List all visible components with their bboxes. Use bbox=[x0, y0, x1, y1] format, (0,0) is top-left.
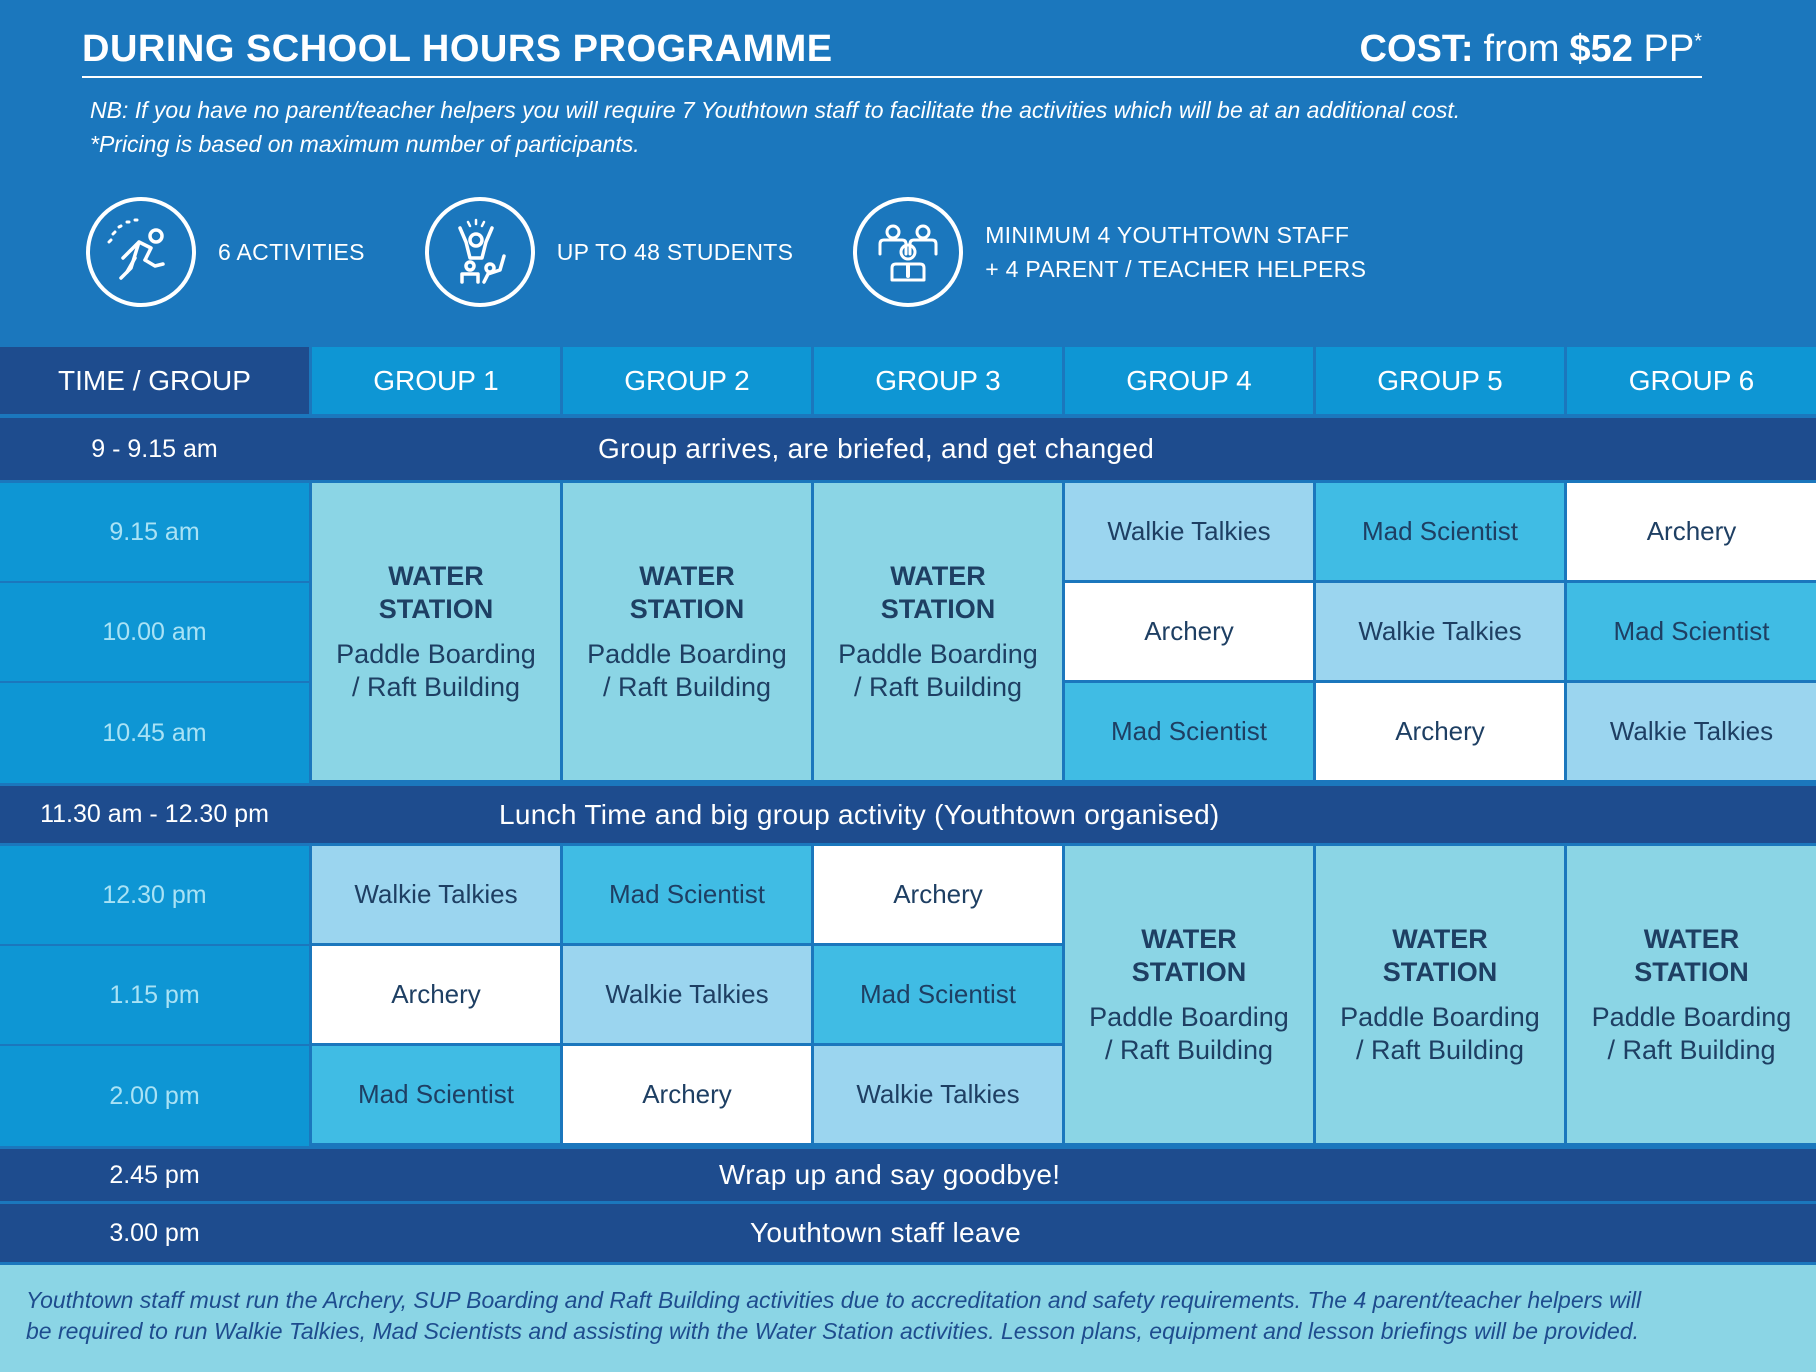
water-station-title bbox=[630, 560, 745, 626]
page-title: DURING SCHOOL HOURS PROGRAMME bbox=[82, 27, 833, 70]
slot-time: 10.00 am bbox=[0, 583, 309, 683]
notes bbox=[90, 93, 1460, 161]
activity-cell: Archery bbox=[1313, 683, 1564, 783]
schedule-table bbox=[0, 347, 1816, 1262]
arrival-text: Group arrives, are briefed, and get changed bbox=[309, 418, 1816, 483]
activity-cell: Walkie Talkies bbox=[811, 1046, 1062, 1146]
feature-students bbox=[425, 197, 793, 307]
activity-cell: Archery bbox=[1062, 583, 1313, 683]
water-station-activities bbox=[1592, 1001, 1792, 1067]
activity-cell: Archery bbox=[811, 846, 1062, 946]
activity-cell: Walkie Talkies bbox=[1062, 483, 1313, 583]
water-sub-line: Paddle Boarding bbox=[1340, 1001, 1540, 1032]
slot-time: 2.00 pm bbox=[0, 1046, 309, 1146]
footer-line-2: be required to run Walkie Talkies, Mad Scientists and assisting with the Water Station activities. Lesson plans, equipment and lesson briefings will be provided. bbox=[26, 1318, 1639, 1344]
wrap-up-text: Wrap up and say goodbye! bbox=[309, 1146, 1816, 1204]
cost-summary bbox=[1360, 28, 1702, 71]
cost-label: COST: bbox=[1359, 27, 1474, 70]
feature-staff-text bbox=[985, 218, 1366, 286]
activity-cell: Mad Scientist bbox=[1062, 683, 1313, 783]
water-sub-line: / Raft Building bbox=[1355, 1034, 1525, 1065]
water-station-cell bbox=[1313, 846, 1564, 1146]
group-header: GROUP 3 bbox=[811, 347, 1062, 418]
water-station-title bbox=[1383, 923, 1498, 989]
water-title-line: STATION bbox=[1634, 956, 1749, 987]
cost-from: from bbox=[1483, 27, 1560, 70]
activity-cell: Mad Scientist bbox=[811, 946, 1062, 1046]
water-title-line: STATION bbox=[880, 593, 996, 624]
feature-activities-line: 6 ACTIVITIES bbox=[218, 239, 365, 265]
slot-time: 1.15 pm bbox=[0, 946, 309, 1046]
footer-line-1: Youthtown staff must run the Archery, SUP Boarding and Raft Building activities due to accreditation and safety requirements. The 4 parent/teacher helpers will bbox=[26, 1287, 1642, 1313]
cost-asterisk: * bbox=[1694, 29, 1702, 52]
water-station-activities bbox=[1089, 1001, 1289, 1067]
cost-price bbox=[1570, 28, 1702, 71]
water-station-activities bbox=[587, 638, 787, 704]
water-title-line: WATER bbox=[639, 560, 735, 591]
lunch-time: 11.30 am - 12.30 pm bbox=[0, 783, 309, 846]
water-station-cell bbox=[811, 483, 1062, 783]
running-person-icon bbox=[86, 197, 196, 307]
water-station-activities bbox=[336, 638, 536, 704]
feature-list bbox=[86, 196, 1426, 308]
activity-cell: Mad Scientist bbox=[1313, 483, 1564, 583]
water-station-title bbox=[379, 560, 494, 626]
group-header: GROUP 2 bbox=[560, 347, 811, 418]
water-title-line: STATION bbox=[1131, 956, 1247, 987]
activity-cell: Mad Scientist bbox=[560, 846, 811, 946]
water-title-line: WATER bbox=[1392, 923, 1488, 954]
feature-students-line: UP TO 48 STUDENTS bbox=[556, 239, 794, 265]
water-sub-line: / Raft Building bbox=[1104, 1034, 1274, 1065]
water-sub-line: Paddle Boarding bbox=[1591, 1001, 1792, 1032]
feature-staff bbox=[853, 197, 1366, 307]
water-station-cell bbox=[309, 483, 560, 783]
activity-cell: Walkie Talkies bbox=[1564, 683, 1816, 783]
activity-cell: Mad Scientist bbox=[309, 1046, 560, 1146]
water-title-line: STATION bbox=[1382, 956, 1498, 987]
water-sub-line: / Raft Building bbox=[351, 671, 521, 702]
staff-group-icon bbox=[853, 197, 963, 307]
programme-header bbox=[0, 0, 1816, 345]
water-station-title bbox=[1634, 923, 1749, 989]
water-station-activities bbox=[838, 638, 1038, 704]
water-sub-line: Paddle Boarding bbox=[587, 638, 787, 669]
water-station-cell bbox=[1062, 846, 1313, 1146]
cost-unit: PP bbox=[1643, 27, 1695, 70]
water-sub-line: / Raft Building bbox=[602, 671, 772, 702]
water-sub-line: / Raft Building bbox=[1607, 1034, 1776, 1065]
water-sub-line: Paddle Boarding bbox=[1089, 1001, 1289, 1032]
note-staff-requirement: NB: If you have no parent/teacher helpers you will require 7 Youthtown staff to facilitate the activities which will be at an additional cost. bbox=[90, 97, 1461, 123]
activity-cell: Walkie Talkies bbox=[560, 946, 811, 1046]
water-title-line: WATER bbox=[890, 560, 986, 591]
water-sub-line: / Raft Building bbox=[853, 671, 1023, 702]
cost-amount: $52 bbox=[1569, 27, 1633, 70]
water-title-line: STATION bbox=[629, 593, 745, 624]
group-header: GROUP 1 bbox=[309, 347, 560, 418]
slot-time: 10.45 am bbox=[0, 683, 309, 783]
lunch-text: Lunch Time and big group activity (Youthtown organised) bbox=[309, 783, 1816, 846]
water-station-cell bbox=[1564, 846, 1816, 1146]
slot-time: 9.15 am bbox=[0, 483, 309, 583]
group-header: GROUP 5 bbox=[1313, 347, 1564, 418]
activity-cell: Walkie Talkies bbox=[1313, 583, 1564, 683]
arrival-time: 9 - 9.15 am bbox=[0, 418, 309, 483]
staff-leave-time: 3.00 pm bbox=[0, 1204, 309, 1262]
activity-cell: Archery bbox=[309, 946, 560, 1046]
group-header: GROUP 4 bbox=[1062, 347, 1313, 418]
feature-activities-text bbox=[218, 235, 365, 269]
footer-note bbox=[0, 1265, 1816, 1372]
wrap-up-time: 2.45 pm bbox=[0, 1146, 309, 1204]
slot-time: 12.30 pm bbox=[0, 846, 309, 946]
feature-activities bbox=[86, 197, 365, 307]
staff-leave-text: Youthtown staff leave bbox=[309, 1204, 1816, 1262]
activity-cell: Archery bbox=[1564, 483, 1816, 583]
water-sub-line: Paddle Boarding bbox=[838, 638, 1038, 669]
water-title-line: WATER bbox=[1643, 923, 1740, 954]
water-station-title bbox=[1132, 923, 1247, 989]
feature-staff-line-1: MINIMUM 4 YOUTHTOWN STAFF bbox=[985, 222, 1350, 248]
water-sub-line: Paddle Boarding bbox=[336, 638, 536, 669]
activity-cell: Walkie Talkies bbox=[309, 846, 560, 946]
water-title-line: WATER bbox=[388, 560, 484, 591]
group-header: GROUP 6 bbox=[1564, 347, 1816, 418]
water-station-activities bbox=[1340, 1001, 1540, 1067]
water-station-cell bbox=[560, 483, 811, 783]
note-pricing: *Pricing is based on maximum number of participants. bbox=[90, 131, 640, 157]
time-group-header: TIME / GROUP bbox=[0, 347, 309, 418]
cheering-students-icon bbox=[425, 197, 535, 307]
water-title-line: STATION bbox=[378, 593, 494, 624]
activity-cell: Mad Scientist bbox=[1564, 583, 1816, 683]
title-row bbox=[82, 22, 1702, 78]
feature-students-text bbox=[557, 235, 793, 269]
activity-cell: Archery bbox=[560, 1046, 811, 1146]
feature-staff-line-2: + 4 PARENT / TEACHER HELPERS bbox=[985, 256, 1367, 282]
water-station-title bbox=[881, 560, 996, 626]
water-title-line: WATER bbox=[1141, 923, 1237, 954]
